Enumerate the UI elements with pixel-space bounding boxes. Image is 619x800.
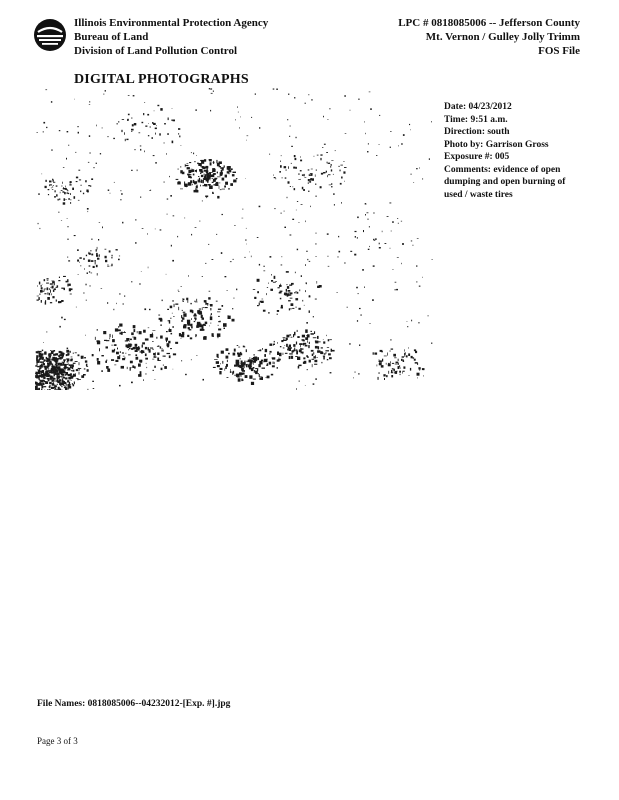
photo-time: Time: 9:51 a.m. [444, 114, 508, 125]
site-photograph [35, 88, 435, 390]
agency-header [74, 16, 268, 58]
site-name: Mt. Vernon / Gulley Jolly Trimm [425, 31, 580, 43]
photo-comments: Comments: evidence of open dumping and open burning of used / waste tires [444, 164, 566, 200]
file-type: FOS File [538, 45, 580, 57]
lpc-number: LPC # 0818085006 -- Jefferson County [398, 17, 580, 29]
photo-direction: Direction: south [444, 127, 510, 137]
agency-name: Illinois Environmental Protection Agency [74, 17, 269, 29]
site-header [398, 16, 580, 58]
bureau-name: Bureau of Land [74, 31, 149, 43]
photo-photographer: Photo by: Garrison Gross [444, 139, 549, 150]
file-names: File Names: 0818085006--04232012-[Exp. #].jpg [37, 699, 231, 709]
page-title: DIGITAL PHOTOGRAPHS [74, 72, 249, 87]
division-name: Division of Land Pollution Control [74, 45, 237, 57]
page-number: Page 3 of 3 [37, 736, 78, 746]
photo-date: Date: 04/23/2012 [444, 102, 512, 112]
photo-details [444, 101, 584, 201]
illinois-epa-logo-icon [33, 18, 67, 52]
photo-exposure: Exposure #: 005 [444, 152, 510, 162]
